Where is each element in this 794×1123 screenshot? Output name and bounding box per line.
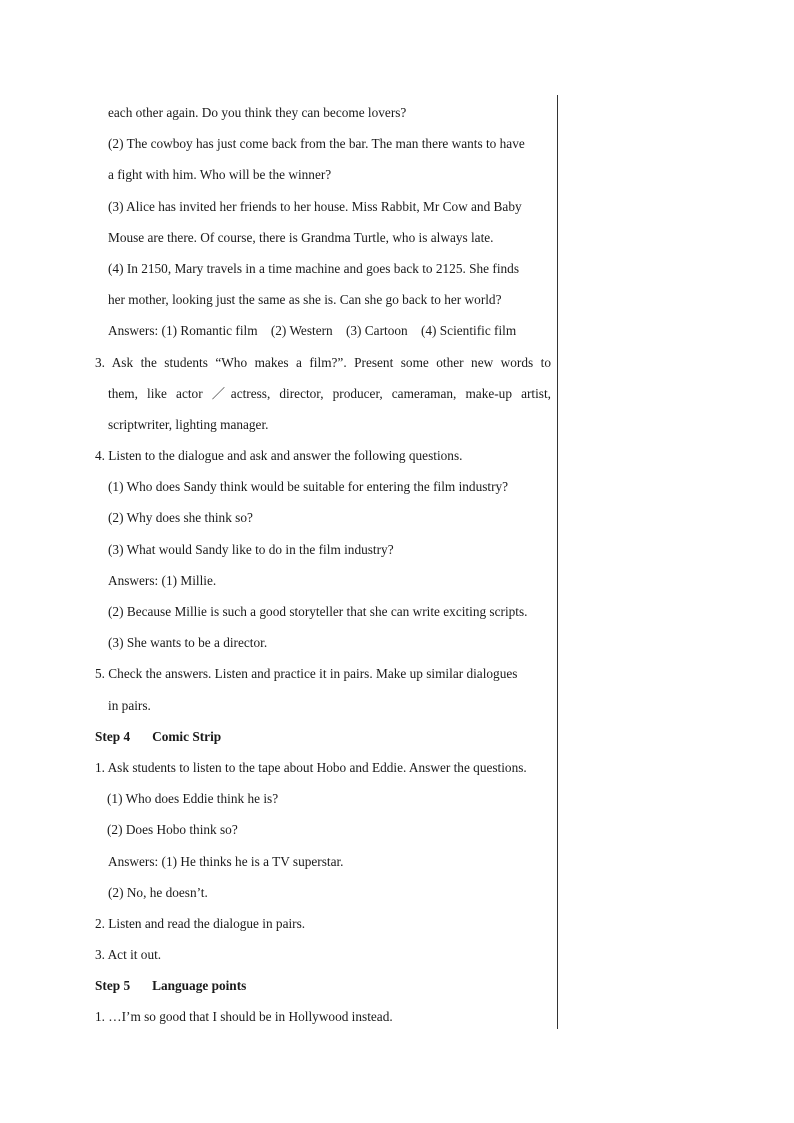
text-line: (4) In 2150, Mary travels in a time machine and goes back to 2125. She finds — [108, 260, 519, 276]
text-line: them, like actor ／actress, director, producer, cameraman, make-up artist, — [108, 385, 551, 401]
answer-line: (2) Because Millie is such a good storyteller that she can write exciting scripts. — [108, 604, 528, 619]
text-line: (2) The cowboy has just come back from the bar. The man there wants to have — [108, 136, 525, 152]
text-line: in pairs. — [108, 697, 151, 713]
answers-line: Answers: (1) Millie. — [108, 572, 217, 588]
text-line: each other again. Do you think they can become lovers? — [108, 105, 407, 120]
question-line: (3) What would Sandy like to do in the film industry? — [108, 541, 394, 557]
step-heading — [95, 721, 551, 752]
text-line: 1. …I’m so good that I should be in Hollywood instead. — [95, 1009, 393, 1025]
text-line: scriptwriter, lighting manager. — [108, 416, 269, 432]
text-line: (3) Alice has invited her friends to her house. Miss Rabbit, Mr Cow and Baby — [108, 198, 522, 214]
lesson-content — [95, 97, 551, 1033]
text-line: 4. Listen to the dialogue and ask and answer the following questions. — [95, 448, 463, 464]
step-number: Step 4 — [95, 728, 131, 744]
text-line: 3. Act it out. — [95, 947, 162, 963]
text-line: 1. Ask students to listen to the tape about Hobo and Eddie. Answer the questions. — [95, 759, 527, 775]
answers-line: Answers: (1) Romantic film (2) Western (3) Cartoon (4) Scientific film — [108, 323, 517, 339]
step-number: Step 5 — [95, 978, 131, 994]
question-line: (1) Who does Sandy think would be suitable for entering the film industry? — [108, 479, 509, 495]
text-line: her mother, looking just the same as she is. Can she go back to her world? — [108, 292, 502, 308]
step-heading — [95, 970, 551, 1001]
text-line: 2. Listen and read the dialogue in pairs. — [95, 915, 306, 931]
answer-line: (2) No, he doesn’t. — [108, 884, 208, 900]
text-line: 3. Ask the students “Who makes a film?”. Present some other new words to — [95, 354, 551, 370]
table-right-border — [557, 95, 558, 1029]
question-line: (1) Who does Eddie think he is? — [107, 791, 279, 807]
question-line: (2) Does Hobo think so? — [107, 822, 238, 838]
step-title: Language points — [152, 978, 247, 994]
text-line: Mouse are there. Of course, there is Grandma Turtle, who is always late. — [108, 229, 494, 245]
text-line: a fight with him. Who will be the winner? — [108, 167, 332, 183]
answer-line: (3) She wants to be a director. — [108, 635, 268, 651]
answers-line: Answers: (1) He thinks he is a TV superstar. — [108, 853, 344, 869]
text-line: 5. Check the answers. Listen and practice it in pairs. Make up similar dialogues — [95, 666, 518, 682]
question-line: (2) Why does she think so? — [108, 510, 253, 526]
step-title: Comic Strip — [152, 728, 222, 744]
